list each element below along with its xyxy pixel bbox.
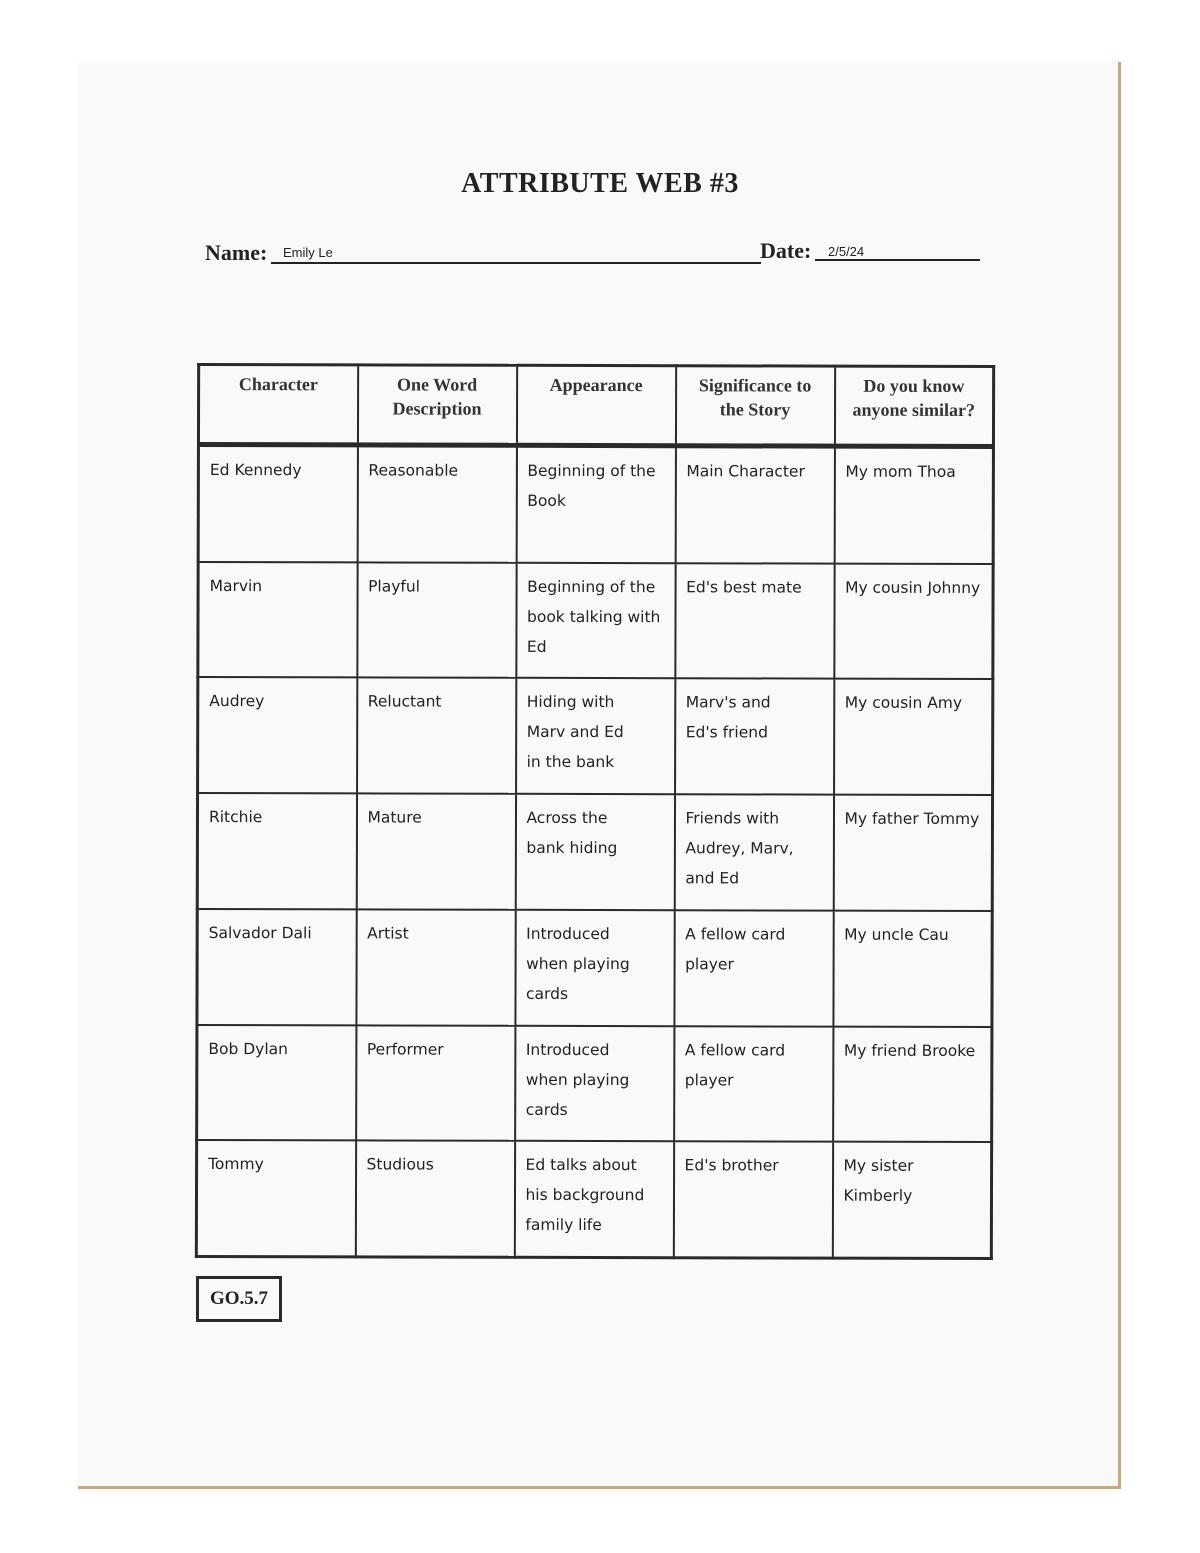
cell-text: Across the bank hiding (526, 808, 618, 858)
table-cell (198, 677, 357, 793)
table-row (197, 1024, 992, 1142)
table-cell (675, 446, 834, 564)
table-cell (196, 1140, 355, 1257)
table-cell (833, 1026, 992, 1142)
cell-text: Marvin (209, 576, 263, 595)
cell-text: Ed's brother (684, 1156, 779, 1175)
table-row (198, 677, 993, 795)
cell-text: Performer (366, 1039, 444, 1059)
cell-text: Playful (368, 577, 421, 596)
table-row (198, 562, 993, 680)
date-label: Date: (760, 238, 812, 263)
cell-text: Audrey (209, 692, 265, 711)
table-cell (514, 1141, 673, 1258)
date-value: 2/5/24 (828, 244, 865, 259)
table-cell (834, 679, 993, 795)
table-header-row (198, 364, 993, 446)
header-appearance (516, 365, 675, 445)
header-label: Character (238, 374, 318, 395)
header-similar (834, 366, 993, 446)
cell-text: Beginning of the book talking with Ed (526, 577, 661, 656)
table-cell (198, 444, 357, 562)
cell-text: Tommy (208, 1155, 264, 1174)
worksheet-code-box: GO.5.7 (196, 1276, 282, 1322)
name-underline (271, 262, 761, 264)
cell-text: Bob Dylan (208, 1039, 289, 1058)
cell-text: Introduced when playing cards (525, 1040, 630, 1119)
table-cell (675, 563, 834, 679)
table-cell (197, 793, 356, 909)
table-row (196, 1140, 991, 1258)
name-value: Emily Le (283, 245, 333, 260)
table-cell (356, 794, 515, 910)
header-description (357, 365, 516, 445)
cell-text: Reasonable (368, 461, 459, 480)
cell-text: Studious (366, 1155, 434, 1174)
table-cell (674, 794, 833, 910)
table-cell (516, 563, 675, 679)
table-row (198, 444, 993, 563)
table-cell (675, 679, 834, 795)
header-label: One Word Description (392, 374, 482, 419)
table-cell (673, 1141, 832, 1258)
table-cell (356, 1025, 515, 1141)
attribute-table (195, 363, 995, 1260)
table-cell (833, 795, 992, 911)
cell-text: Reluctant (367, 692, 442, 712)
cell-text: Main Character (686, 462, 805, 481)
table-cell (197, 1024, 356, 1140)
table-cell (674, 910, 833, 1026)
cell-text: My mom Thoa (845, 462, 956, 481)
table-cell (516, 678, 675, 794)
cell-text: Ed Kennedy (209, 460, 302, 480)
cell-text: Friends with Audrey, Marv, and Ed (685, 809, 794, 888)
header-label: Do you know anyone similar? (852, 375, 976, 420)
table-cell (516, 445, 675, 563)
table-cell (833, 910, 992, 1026)
table-cell (198, 562, 357, 678)
table-cell (515, 1025, 674, 1141)
worksheet-title: ATTRIBUTE WEB #3 (461, 168, 739, 199)
cell-text: My cousin Amy (844, 694, 963, 713)
cell-text: Beginning of the Book (527, 461, 656, 510)
table-cell (832, 1142, 991, 1259)
table-cell (834, 446, 993, 564)
date-underline (815, 259, 980, 261)
header-significance (675, 366, 834, 446)
cell-text: Ritchie (208, 808, 263, 827)
cell-text: A fellow card player (685, 925, 786, 974)
table-cell (357, 445, 516, 563)
cell-text: My sister Kimberly (843, 1156, 914, 1206)
table-cell (515, 794, 674, 910)
cell-text: Ed's best mate (686, 577, 802, 597)
table-cell (197, 909, 356, 1025)
header-label: Significance to the Story (698, 375, 812, 420)
cell-text: My uncle Cau (844, 925, 949, 944)
cell-text: Hiding with Marv and Ed in the bank (526, 693, 624, 772)
table-row (197, 793, 992, 911)
table-cell (357, 678, 516, 794)
name-label: Name: (205, 240, 268, 265)
cell-text: Ed talks about his background family life (525, 1156, 645, 1235)
cell-text: Introduced when playing cards (525, 924, 630, 1003)
cell-text: Salvador Dali (208, 923, 312, 943)
cell-text: My father Tommy (844, 809, 980, 829)
header-label: Appearance (549, 374, 643, 396)
table-row (197, 909, 992, 1027)
table-cell (357, 562, 516, 678)
cell-text: Mature (367, 808, 422, 827)
cell-text: My cousin Johnny (845, 578, 981, 597)
table-cell (355, 1141, 514, 1258)
table-cell (674, 1026, 833, 1142)
cell-text: Marv's and Ed's friend (685, 693, 771, 742)
header-character (198, 364, 357, 444)
table-cell (515, 910, 674, 1026)
table-cell (834, 563, 993, 679)
table-cell (356, 909, 515, 1025)
cell-text: My friend Brooke (843, 1041, 976, 1060)
cell-text: Artist (367, 924, 409, 943)
cell-text: A fellow card player (684, 1040, 786, 1089)
